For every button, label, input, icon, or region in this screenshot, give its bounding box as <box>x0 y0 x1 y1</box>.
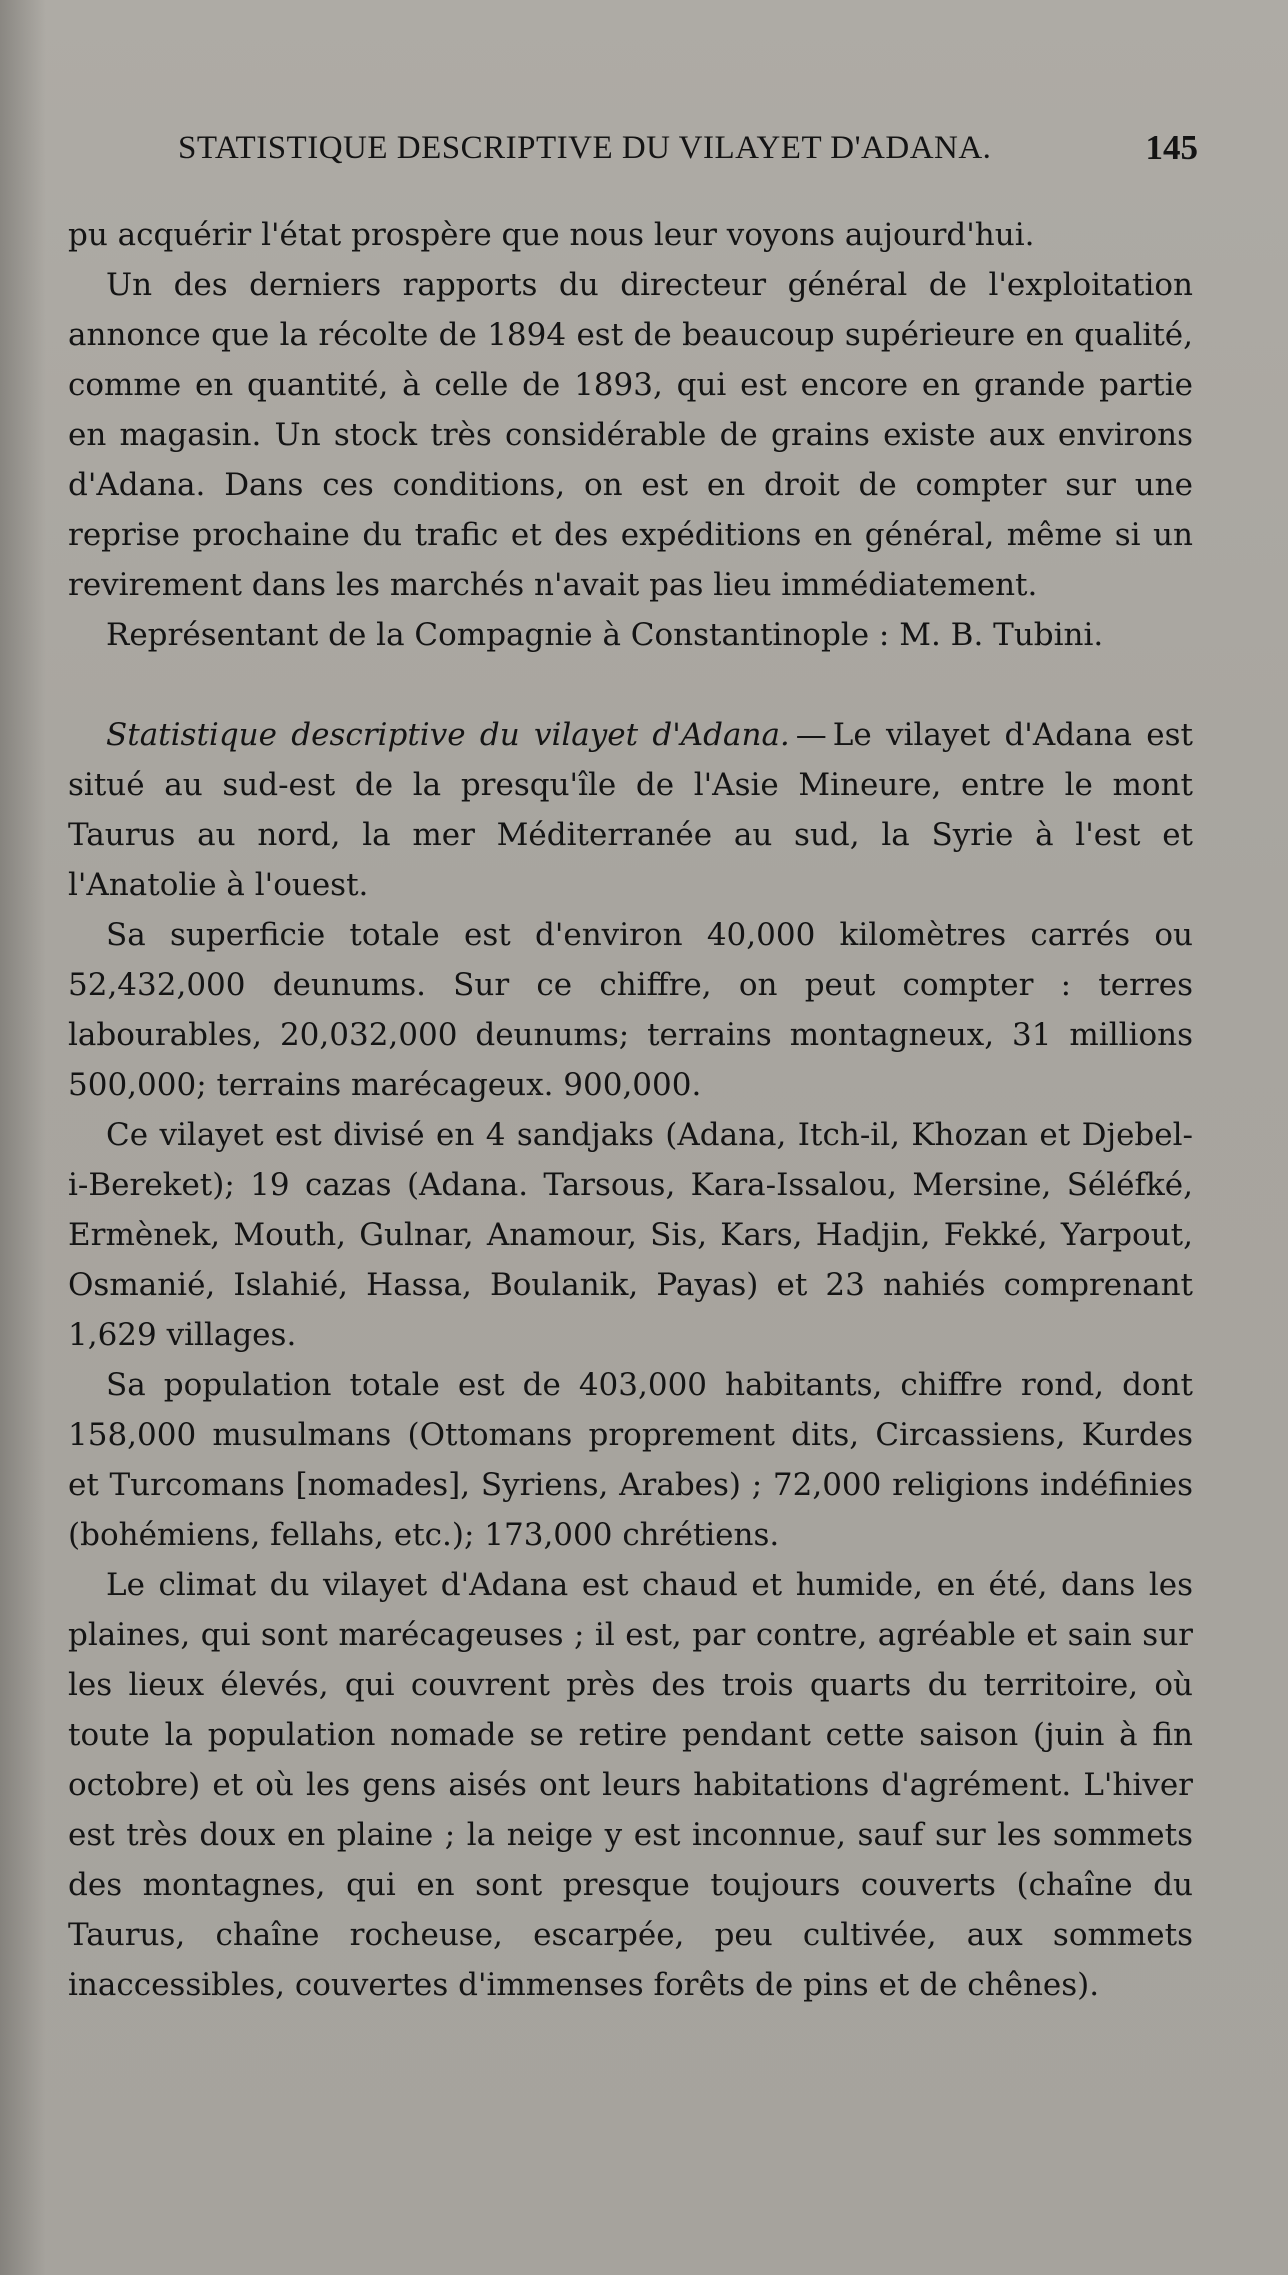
paragraph-continuation: pu acquérir l'état prospère que nous leur voyons aujourd'hui. <box>68 217 1035 253</box>
section-title: Statistique descriptive du vilayet d'Adana. <box>106 717 790 753</box>
paragraph-population: Sa population totale est de 403,000 habitants, chiffre rond, dont 158,000 musulmans (Ottomans proprement dits, Circassiens, Kurdes et Turcomans [nomades], Syriens, Arabes) ; 72,000 religions indéfinies (bohémiens, fellahs, etc.); 173,000 chrétiens. <box>68 1367 1193 1553</box>
running-head: STATISTIQUE DESCRIPTIVE DU VILAYET D'ADANA. <box>178 130 992 166</box>
paragraph-area: Sa superficie totale est d'environ 40,000 kilomètres carrés ou 52,432,000 deunums. Sur ce chiffre, on peut compter : terres labourables, 20,032,000 deunums; terrains montagneux, 31 millions 500,000; terrains marécageux. 900,000. <box>68 917 1193 1103</box>
paragraph-location-text: Le vilayet d'Adana est situé au sud-est de la presqu'île de l'Asie Mineure, entre le mont Taurus au nord, la mer Méditerranée au sud, la Syrie à l'est et l'Anatolie à l'ouest. <box>68 717 1193 903</box>
paragraph-harvest-report: Un des derniers rapports du directeur général de l'exploitation annonce que la récolte de 1894 est de beaucoup supérieure en qualité, comme en quantité, à celle de 1893, qui est encore en grande partie en magasin. Un stock très considérable de grains existe aux environs d'Adana. Dans ces conditions, on est en droit de compter sur une reprise prochaine du trafic et des expéditions en général, même si un revirement dans les marchés n'avait pas lieu immédiatement. <box>68 267 1193 603</box>
paragraph-administrative-divisions: Ce vilayet est divisé en 4 sandjaks (Adana, Itch-il, Khozan et Djebel-i-Bereket); 19 cazas (Adana. Tarsous, Kara-Issalou, Mersine, Séléfké, Ermènek, Mouth, Gulnar, Anamour, Sis, Kars, Hadjin, Fekké, Yarpout, Osmanié, Islahié, Hassa, Boulanik, Payas) et 23 nahiés comprenant 1,629 villages. <box>68 1117 1193 1353</box>
page-number: 145 <box>1145 128 1198 167</box>
page-header <box>68 120 1198 180</box>
paragraph-representative: Représentant de la Compagnie à Constantinople : M. B. Tubini. <box>106 617 1104 653</box>
paragraph-climate: Le climat du vilayet d'Adana est chaud et humide, en été, dans les plaines, qui sont marécageuses ; il est, par contre, agréable et sain sur les lieux élevés, qui couvrent près des trois quarts du territoire, où toute la population nomade se retire pendant cette saison (juin à fin octobre) et où les gens aisés ont leurs habitations d'agrément. L'hiver est très doux en plaine ; la neige y est inconnue, sauf sur les sommets des montagnes, qui en sont presque toujours couverts (chaîne du Taurus, chaîne rocheuse, escarpée, peu cultivée, aux sommets inaccessibles, couvertes d'immenses forêts de pins et de chênes). <box>68 1567 1193 2003</box>
page-gutter-shadow <box>0 0 46 2275</box>
section-dash: — <box>795 717 827 753</box>
paragraph-location <box>68 710 1193 910</box>
body-text <box>68 210 1193 2010</box>
